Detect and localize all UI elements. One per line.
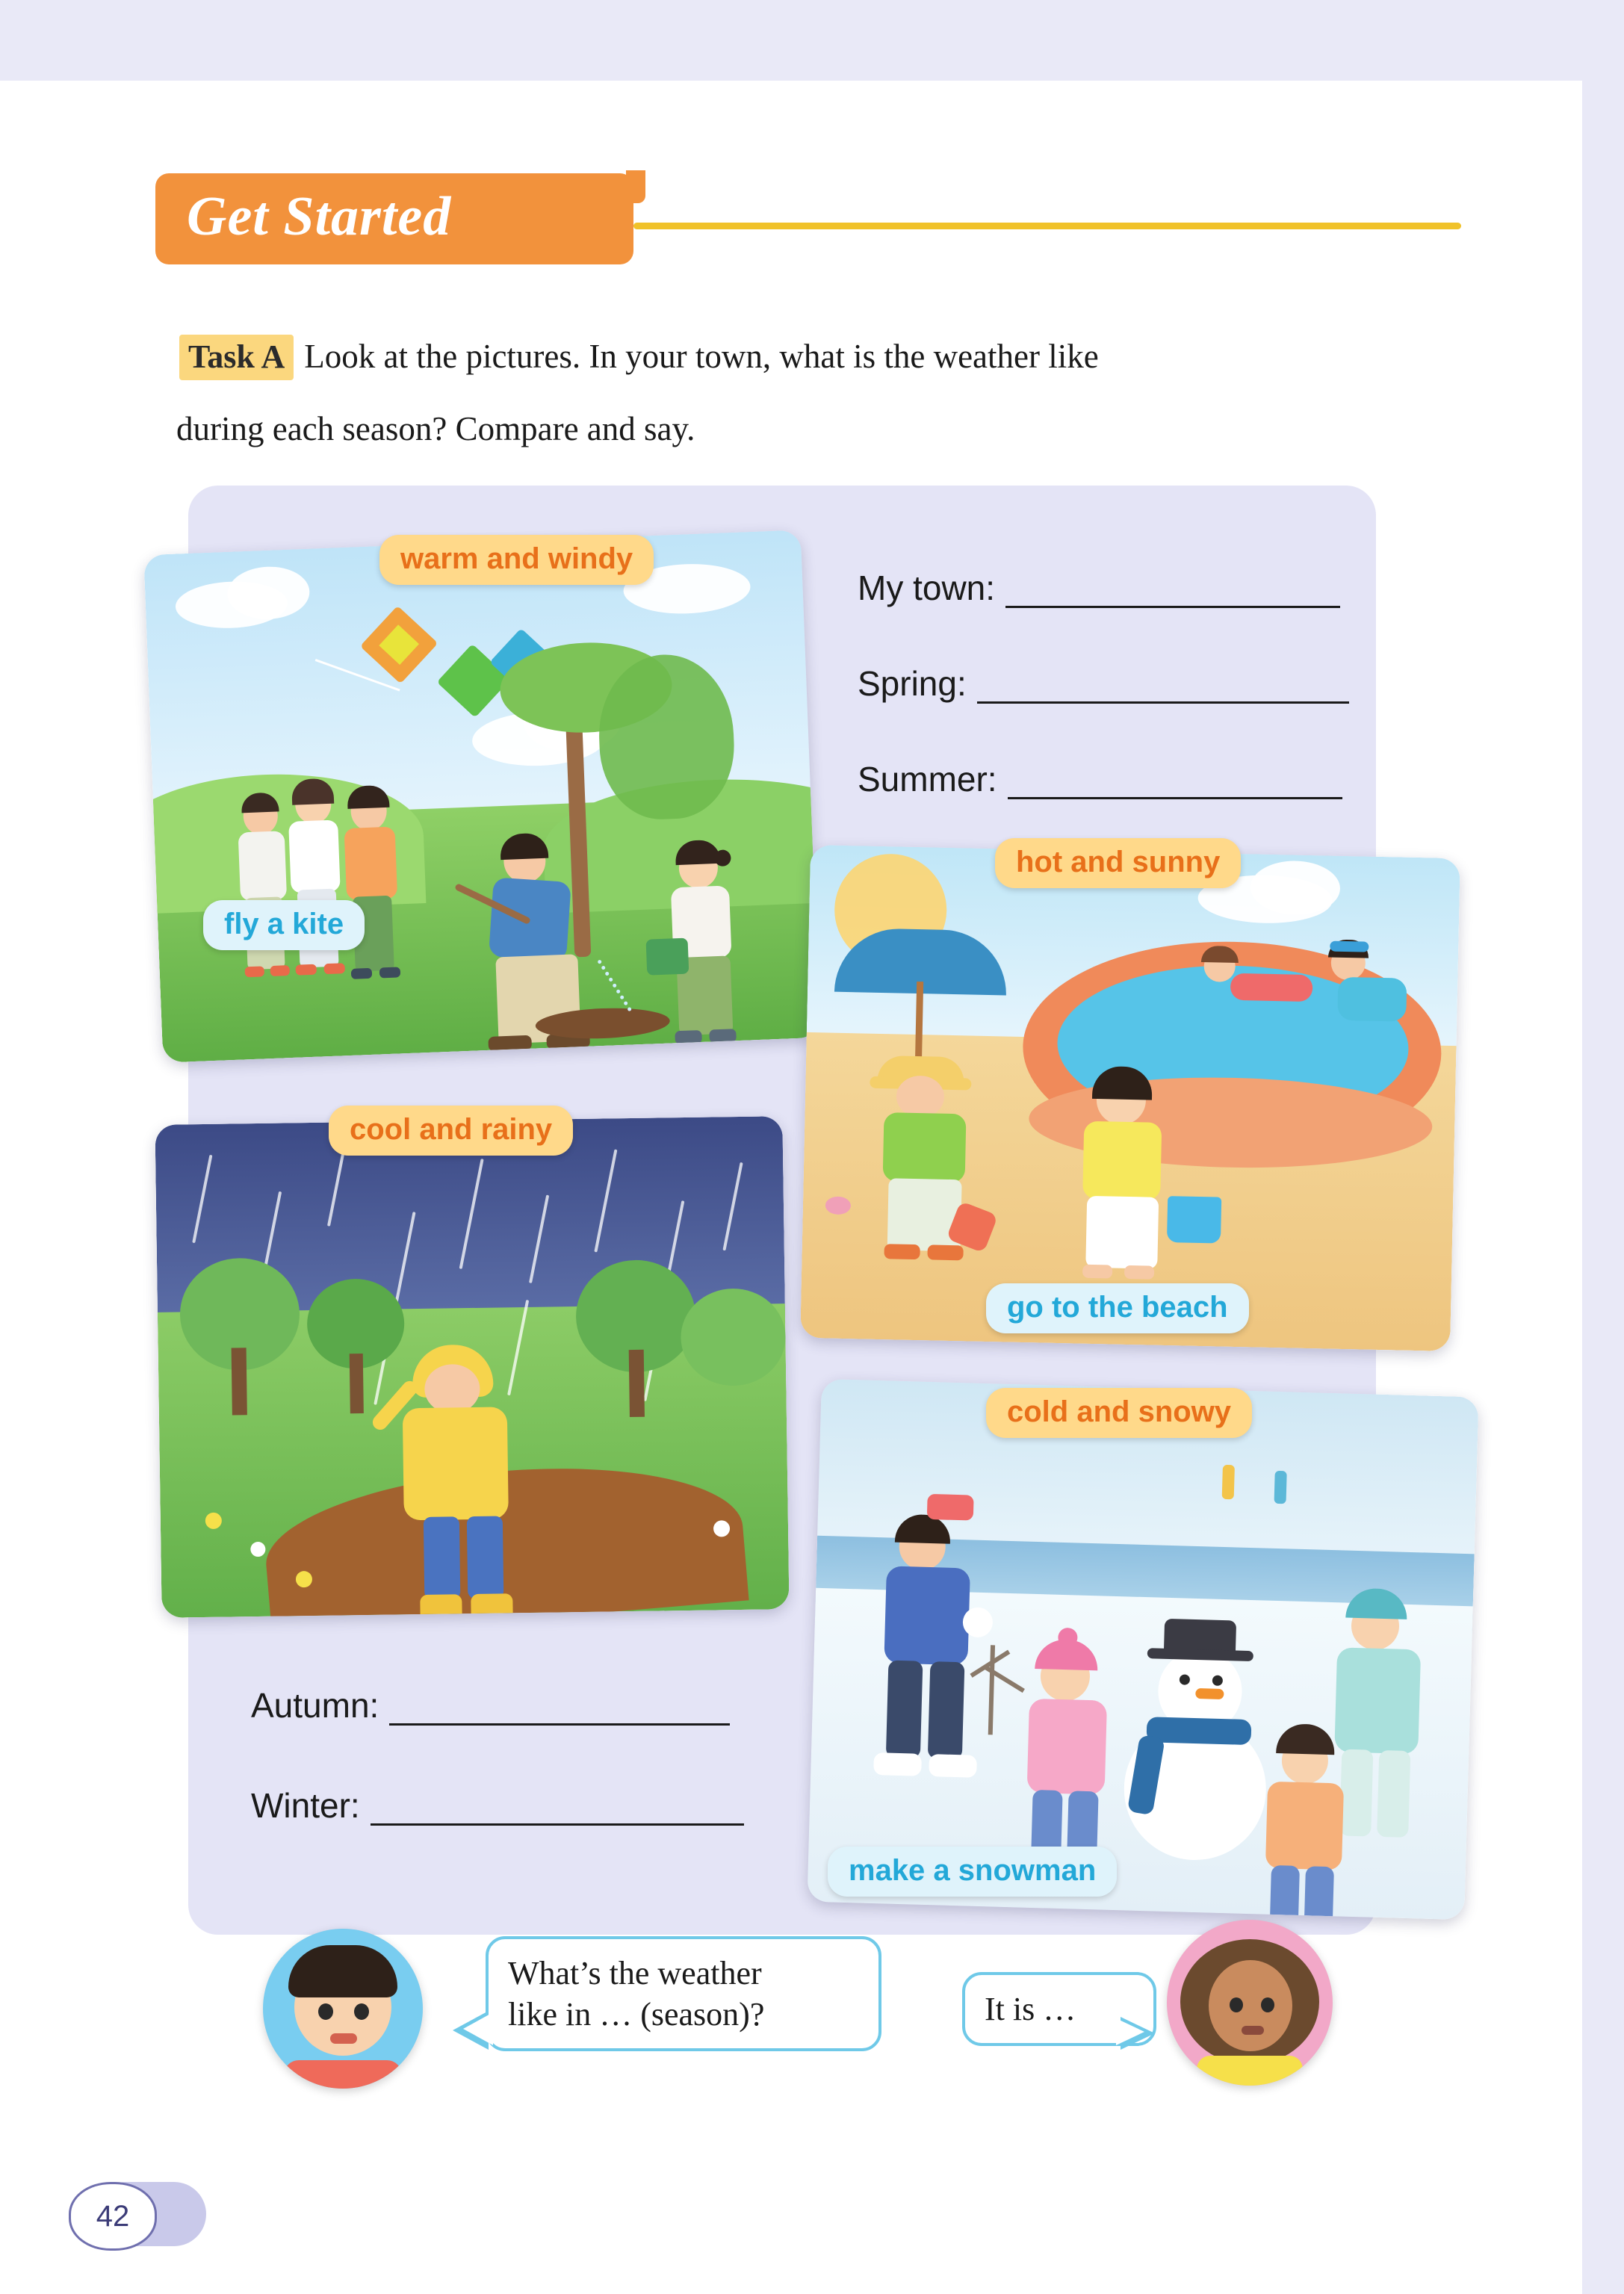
write-line-label: Spring: (858, 664, 967, 703)
write-line-rule[interactable] (1005, 571, 1340, 608)
tree-trunk (629, 1350, 645, 1417)
write-line-label: Winter: (251, 1786, 360, 1825)
write-line-label: My town: (858, 568, 996, 607)
write-line-my-town[interactable] (858, 568, 1340, 608)
task-instruction-line2: during each season? Compare and say. (176, 410, 695, 447)
picture-card-spring[interactable] (143, 530, 819, 1062)
write-line-rule[interactable] (389, 1689, 730, 1726)
page-number (69, 2182, 218, 2246)
chip-weather-spring: warm and windy (379, 535, 654, 585)
write-line-summer[interactable] (858, 759, 1342, 799)
bubble-tail-left-fill (463, 2012, 493, 2045)
avatar-girl (1167, 1920, 1333, 2086)
chip-weather-summer: hot and sunny (995, 838, 1241, 888)
chip-weather-autumn: cool and rainy (329, 1106, 573, 1156)
chip-action-winter: make a snowman (828, 1847, 1117, 1897)
bubble-line2: like in … (season)? (508, 1996, 765, 2033)
page-number-text: 42 (69, 2182, 157, 2251)
distant-figure (1222, 1465, 1235, 1499)
page-title: Get Started (187, 186, 452, 247)
bubble-line1: It is … (985, 1991, 1076, 2027)
write-line-rule[interactable] (977, 667, 1349, 704)
write-line-rule[interactable] (371, 1789, 744, 1826)
picture-card-winter[interactable] (807, 1379, 1478, 1920)
tree-trunk (232, 1348, 247, 1415)
chip-action-summer: go to the beach (986, 1283, 1249, 1333)
page-top-band (0, 0, 1624, 81)
tree-trunk (350, 1354, 364, 1413)
picture-card-summer[interactable] (800, 845, 1460, 1351)
spring-scene (143, 530, 819, 1062)
page-right-band (1582, 0, 1624, 2294)
write-line-rule[interactable] (1008, 763, 1342, 799)
bubble-line1: What’s the weather (508, 1955, 762, 1991)
write-line-autumn[interactable] (251, 1685, 730, 1726)
get-started-header (155, 173, 1463, 270)
task-instruction-line1 (179, 335, 1464, 380)
bubble-tail-right-fill (1116, 2018, 1144, 2045)
distant-figure (1274, 1471, 1287, 1504)
write-line-label: Summer: (858, 760, 997, 799)
task-text-line1: Look at the pictures. In your town, what is the weather like (304, 338, 1099, 375)
header-rule (633, 223, 1461, 229)
snowman-nose (1195, 1688, 1224, 1699)
bucket-icon (1167, 1196, 1221, 1243)
chip-action-spring: fly a kite (203, 900, 365, 950)
chip-weather-winter: cold and snowy (986, 1388, 1252, 1438)
write-line-spring[interactable] (858, 663, 1349, 704)
avatar-boy (263, 1929, 423, 2089)
autumn-scene (155, 1116, 789, 1618)
flower-icon (250, 1542, 265, 1557)
task-badge: Task A (179, 335, 294, 380)
winter-scene (807, 1379, 1478, 1920)
summer-scene (800, 845, 1460, 1351)
write-line-label: Autumn: (251, 1686, 379, 1725)
speech-bubble-question (486, 1936, 881, 2051)
picture-card-autumn[interactable] (155, 1116, 789, 1618)
header-tab-notch (626, 170, 645, 203)
write-line-winter[interactable] (251, 1785, 744, 1826)
